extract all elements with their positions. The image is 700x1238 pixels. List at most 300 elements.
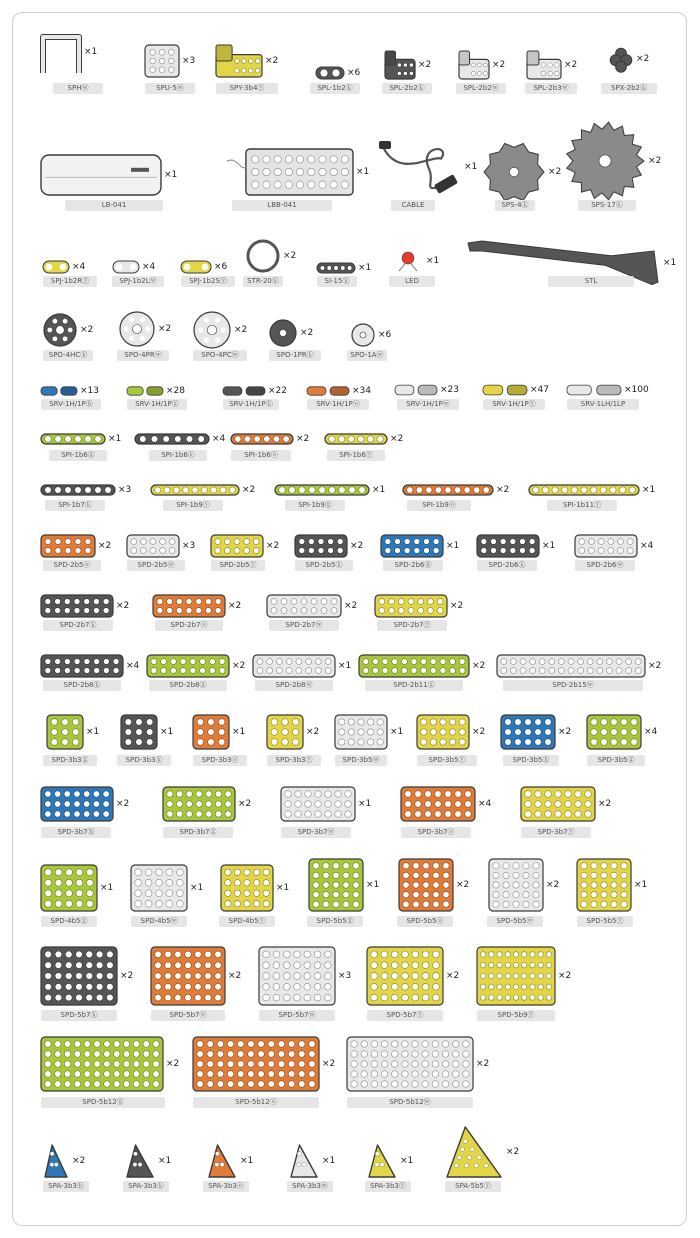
hole xyxy=(471,71,475,75)
hole xyxy=(523,891,529,897)
hole xyxy=(197,739,204,746)
hole xyxy=(505,984,510,989)
hole xyxy=(371,951,378,958)
hole xyxy=(62,729,69,736)
hole xyxy=(85,436,92,443)
hole xyxy=(545,791,552,798)
hole xyxy=(425,791,432,798)
hole xyxy=(167,811,173,817)
hole xyxy=(211,487,217,493)
hole xyxy=(271,719,278,726)
hole xyxy=(601,891,607,897)
hole xyxy=(382,659,388,665)
hole xyxy=(459,719,465,725)
hole xyxy=(225,880,231,886)
part-code-label: SPD-2b7ⓨ xyxy=(377,620,447,631)
hole xyxy=(440,719,446,725)
part-code-label: SPA-3b3ⓑ xyxy=(43,1181,89,1192)
hole xyxy=(426,487,432,493)
hole xyxy=(558,668,564,674)
hole xyxy=(539,659,545,665)
hole xyxy=(55,1081,61,1087)
plate-icon xyxy=(259,947,335,1005)
hole xyxy=(513,901,519,907)
hole xyxy=(175,436,182,443)
hole xyxy=(589,539,595,545)
hole xyxy=(345,801,352,808)
hole xyxy=(55,608,61,614)
hole xyxy=(505,739,512,746)
hole xyxy=(175,994,182,1001)
hole xyxy=(413,882,419,888)
hole xyxy=(513,995,518,1000)
hole xyxy=(411,659,417,665)
part-quantity: ×2 xyxy=(492,60,506,70)
hole xyxy=(520,548,526,554)
hole xyxy=(530,668,536,674)
hole xyxy=(309,1081,316,1088)
part-quantity: ×2 xyxy=(296,434,310,444)
part-code-label: SPD-3b5ⓖ xyxy=(587,755,645,766)
hole xyxy=(503,882,509,888)
hole xyxy=(493,891,499,897)
hole xyxy=(106,962,113,969)
part-quantity: ×4 xyxy=(212,434,226,444)
hole xyxy=(176,890,183,897)
part-code-label: SRV-1H/1Pⓨ xyxy=(483,399,545,410)
part-quantity: ×2 xyxy=(166,1059,180,1069)
hole xyxy=(319,156,326,163)
hole xyxy=(382,668,388,674)
part-code-label: SPD-5b7ⓚ xyxy=(41,1010,117,1021)
hole xyxy=(324,983,331,990)
hole xyxy=(64,801,70,807)
hole xyxy=(282,719,289,726)
hole xyxy=(608,539,614,545)
hole xyxy=(86,962,93,969)
hole xyxy=(273,951,280,958)
hole xyxy=(493,882,499,888)
plate-icon xyxy=(193,715,229,749)
hole xyxy=(443,901,449,907)
part-code-label: SPD-5b12ⓞ xyxy=(193,1097,319,1108)
hole xyxy=(325,811,332,818)
hole xyxy=(242,68,247,73)
part-code-label: SPA-3b3ⓦ xyxy=(287,1181,333,1192)
plate-icon xyxy=(309,859,363,911)
hole xyxy=(618,548,624,554)
hole xyxy=(185,994,192,1001)
hole xyxy=(321,599,327,605)
hole xyxy=(548,71,552,75)
part-quantity: ×1 xyxy=(84,47,98,57)
part-code-label: SPD-2b7ⓚ xyxy=(43,620,113,631)
part-quantity: ×100 xyxy=(624,385,649,395)
part-code-label: SPD-3b7ⓞ xyxy=(401,827,471,838)
hole xyxy=(150,67,156,73)
hole xyxy=(195,994,202,1001)
hole xyxy=(412,1061,419,1068)
hole xyxy=(140,539,146,545)
hole xyxy=(258,1051,265,1058)
hole xyxy=(155,984,162,991)
plate-icon xyxy=(295,535,347,557)
hole xyxy=(371,1081,378,1088)
hole xyxy=(94,1051,100,1057)
hole xyxy=(263,983,270,990)
hole xyxy=(114,1061,120,1067)
hole xyxy=(391,1081,398,1088)
part-code-label: SRV-1H/1Pⓚ xyxy=(223,399,279,410)
hole xyxy=(581,487,587,493)
part-code-label: SPX-2b2ⓚ xyxy=(601,83,657,94)
hole xyxy=(538,962,543,967)
hole xyxy=(432,1081,439,1088)
hole xyxy=(263,901,269,907)
hole xyxy=(296,168,303,175)
hole xyxy=(353,863,359,869)
hole xyxy=(146,729,153,736)
hole xyxy=(165,973,172,980)
hole xyxy=(244,901,250,907)
hole xyxy=(503,863,509,869)
hole xyxy=(146,739,153,746)
hole xyxy=(351,1061,358,1068)
hole xyxy=(530,973,535,978)
hole xyxy=(616,668,622,674)
hole xyxy=(288,1071,295,1078)
hole xyxy=(515,739,522,746)
plate-icon xyxy=(253,655,335,677)
hole xyxy=(173,487,179,493)
hole xyxy=(215,548,221,554)
part-quantity: ×2 xyxy=(558,727,572,737)
part-quantity: ×4 xyxy=(126,661,140,671)
hole xyxy=(421,668,427,674)
hole xyxy=(361,1041,368,1048)
hole xyxy=(578,659,584,665)
triangle-plate-icon xyxy=(43,1143,69,1179)
hole xyxy=(423,882,429,888)
hole xyxy=(443,872,449,878)
hole xyxy=(621,872,627,878)
hole xyxy=(225,801,231,807)
hole xyxy=(207,1051,214,1058)
hole xyxy=(45,801,51,807)
hole xyxy=(196,811,202,817)
hole xyxy=(296,156,303,163)
hole xyxy=(422,983,429,990)
part-quantity: ×2 xyxy=(456,880,470,890)
part-code-label: SPD-5b9ⓨ xyxy=(477,1010,555,1021)
hole xyxy=(143,1051,149,1057)
hole xyxy=(165,962,172,969)
hole xyxy=(206,791,212,797)
hole xyxy=(175,984,182,991)
hole xyxy=(227,1081,234,1088)
hole xyxy=(601,719,608,726)
part-code-label: LED xyxy=(389,276,435,287)
hole xyxy=(76,890,83,897)
hole xyxy=(459,729,465,735)
hole xyxy=(471,63,475,67)
hole xyxy=(455,801,462,808)
hole xyxy=(424,548,430,554)
hole xyxy=(104,1061,110,1067)
part-quantity: ×1 xyxy=(634,880,648,890)
hole xyxy=(510,659,516,665)
hole xyxy=(271,729,278,736)
hole xyxy=(301,599,307,605)
hole xyxy=(45,879,52,886)
part-quantity: ×2 xyxy=(564,60,578,70)
hole xyxy=(146,719,153,726)
hole xyxy=(84,659,90,665)
hole xyxy=(529,539,535,545)
hole xyxy=(283,994,290,1001)
hole xyxy=(367,719,373,725)
part-quantity: ×2 xyxy=(450,601,464,611)
hole xyxy=(198,436,205,443)
hole xyxy=(363,668,369,674)
hole xyxy=(452,1041,459,1048)
hole xyxy=(268,1081,275,1088)
hole xyxy=(133,1081,139,1087)
hole xyxy=(168,58,174,64)
hole xyxy=(422,1041,429,1048)
hole xyxy=(314,951,321,958)
part-quantity: ×1 xyxy=(642,485,656,495)
hole xyxy=(555,791,562,798)
hole xyxy=(55,951,62,958)
hole xyxy=(298,1081,305,1088)
hole xyxy=(432,1051,439,1058)
hole xyxy=(585,801,592,808)
small-link-icon xyxy=(316,67,344,79)
part-code-label: SPA-5b5ⓨ xyxy=(445,1181,501,1192)
hole xyxy=(153,1081,159,1087)
hole xyxy=(611,719,618,726)
hole xyxy=(267,668,273,674)
hole xyxy=(186,801,192,807)
hole xyxy=(325,801,332,808)
hole xyxy=(555,71,559,75)
part-quantity: ×1 xyxy=(464,162,478,172)
hole xyxy=(234,890,240,896)
hole xyxy=(234,880,240,886)
hole xyxy=(103,608,109,614)
part-quantity: ×13 xyxy=(80,386,99,396)
part-quantity: ×6 xyxy=(214,262,228,272)
hole xyxy=(589,548,595,554)
hole xyxy=(186,608,192,614)
hole xyxy=(140,548,146,554)
hole xyxy=(176,801,182,807)
part-quantity: ×4 xyxy=(644,727,658,737)
hole xyxy=(403,891,409,897)
hole xyxy=(55,962,62,969)
part-quantity: ×2 xyxy=(476,1059,490,1069)
hole xyxy=(278,1081,285,1088)
hole xyxy=(283,983,290,990)
hole xyxy=(320,266,324,270)
hole xyxy=(601,872,607,878)
part-quantity: ×1 xyxy=(663,258,677,268)
hole xyxy=(454,487,460,493)
part-quantity: ×34 xyxy=(352,386,371,396)
part-quantity: ×2 xyxy=(228,601,242,611)
hole xyxy=(416,487,422,493)
hole xyxy=(151,659,157,665)
hole xyxy=(84,791,90,797)
hole xyxy=(533,901,539,907)
hole xyxy=(74,608,80,614)
hole xyxy=(65,436,72,443)
hole xyxy=(237,1081,244,1088)
hole xyxy=(103,599,109,605)
hole xyxy=(433,863,439,869)
hole xyxy=(263,880,269,886)
hole xyxy=(578,668,584,674)
part-code-label: SPI-1b9ⓨ xyxy=(163,500,223,511)
hole xyxy=(113,659,119,665)
hole xyxy=(45,608,51,614)
hole xyxy=(333,882,339,888)
hole xyxy=(143,1071,149,1077)
hole xyxy=(525,729,532,736)
part-quantity: ×6 xyxy=(378,330,392,340)
hole xyxy=(477,63,481,67)
hole xyxy=(480,973,485,978)
hole xyxy=(207,1061,214,1068)
hole xyxy=(66,890,73,897)
hole xyxy=(253,901,259,907)
hole xyxy=(449,719,455,725)
hole xyxy=(442,1071,449,1078)
hole xyxy=(133,1051,139,1057)
hole xyxy=(440,659,446,665)
hole xyxy=(150,539,156,545)
hole xyxy=(587,659,593,665)
hole xyxy=(161,659,167,665)
cross-link-icon xyxy=(609,47,633,71)
hole xyxy=(288,1061,295,1068)
hole xyxy=(391,1061,398,1068)
hole xyxy=(106,973,113,980)
hole xyxy=(432,983,439,990)
hole xyxy=(237,1061,244,1068)
hole xyxy=(55,436,62,443)
hole xyxy=(136,719,143,726)
part-quantity: ×2 xyxy=(496,485,510,495)
rubber-ring-icon xyxy=(246,239,280,273)
hole xyxy=(533,882,539,888)
hole xyxy=(591,891,597,897)
hole xyxy=(123,1041,129,1047)
hole xyxy=(215,984,222,991)
hole xyxy=(93,599,99,605)
angle-plate-icon xyxy=(216,45,262,77)
hole xyxy=(333,891,339,897)
hole xyxy=(523,872,529,878)
hole xyxy=(304,951,311,958)
hole xyxy=(403,901,409,907)
hole xyxy=(205,608,211,614)
part-code-label: SPD-3b3ⓚ xyxy=(117,755,171,766)
hole xyxy=(562,487,568,493)
hole xyxy=(621,719,628,726)
hole xyxy=(55,994,62,1001)
hole xyxy=(348,719,354,725)
hole xyxy=(522,984,527,989)
hole xyxy=(333,901,339,907)
hole xyxy=(403,71,407,75)
hole xyxy=(45,869,52,876)
hole xyxy=(205,962,212,969)
hole xyxy=(579,539,585,545)
hole xyxy=(379,608,385,614)
hole xyxy=(538,952,543,957)
hole xyxy=(175,973,182,980)
hole xyxy=(503,901,509,907)
hole xyxy=(195,951,202,958)
hole xyxy=(348,436,354,442)
beam-icon xyxy=(231,434,293,444)
hole xyxy=(412,962,419,969)
hole xyxy=(288,1051,295,1058)
part-code-label: SPI-1b9ⓞ xyxy=(407,500,471,511)
part-code-label: SPD-2b5ⓚ xyxy=(295,560,353,571)
hole xyxy=(425,801,432,808)
hole xyxy=(294,983,301,990)
part-code-label: SPD-5b12ⓦ xyxy=(347,1097,473,1108)
hole xyxy=(218,739,225,746)
hole xyxy=(493,872,499,878)
hole xyxy=(452,1061,459,1068)
hole xyxy=(45,659,51,665)
hole xyxy=(513,872,519,878)
part-quantity: ×1 xyxy=(372,485,386,495)
hole xyxy=(626,668,632,674)
hole xyxy=(372,659,378,665)
hole xyxy=(103,791,109,797)
hole xyxy=(405,811,412,818)
plate-icon xyxy=(375,595,447,617)
hole xyxy=(208,729,215,736)
hole xyxy=(452,1071,459,1078)
hole xyxy=(510,548,516,554)
hole xyxy=(86,973,93,980)
part-code-label: SPD-5b7ⓞ xyxy=(151,1010,225,1021)
hole xyxy=(258,1071,265,1078)
hole xyxy=(45,548,51,554)
hole xyxy=(274,168,281,175)
plate-icon xyxy=(381,535,443,557)
hole xyxy=(74,599,80,605)
hole xyxy=(341,168,348,175)
hole xyxy=(535,719,542,726)
hole xyxy=(156,869,163,876)
hole xyxy=(598,548,604,554)
hole xyxy=(391,994,398,1001)
hole xyxy=(217,1081,224,1088)
part-code-label: SPD-2b5ⓨ xyxy=(211,560,265,571)
part-quantity: ×2 xyxy=(548,167,562,177)
hole xyxy=(565,811,572,818)
rivet-icon xyxy=(483,383,527,397)
hole xyxy=(227,1041,234,1048)
hole xyxy=(54,791,60,797)
